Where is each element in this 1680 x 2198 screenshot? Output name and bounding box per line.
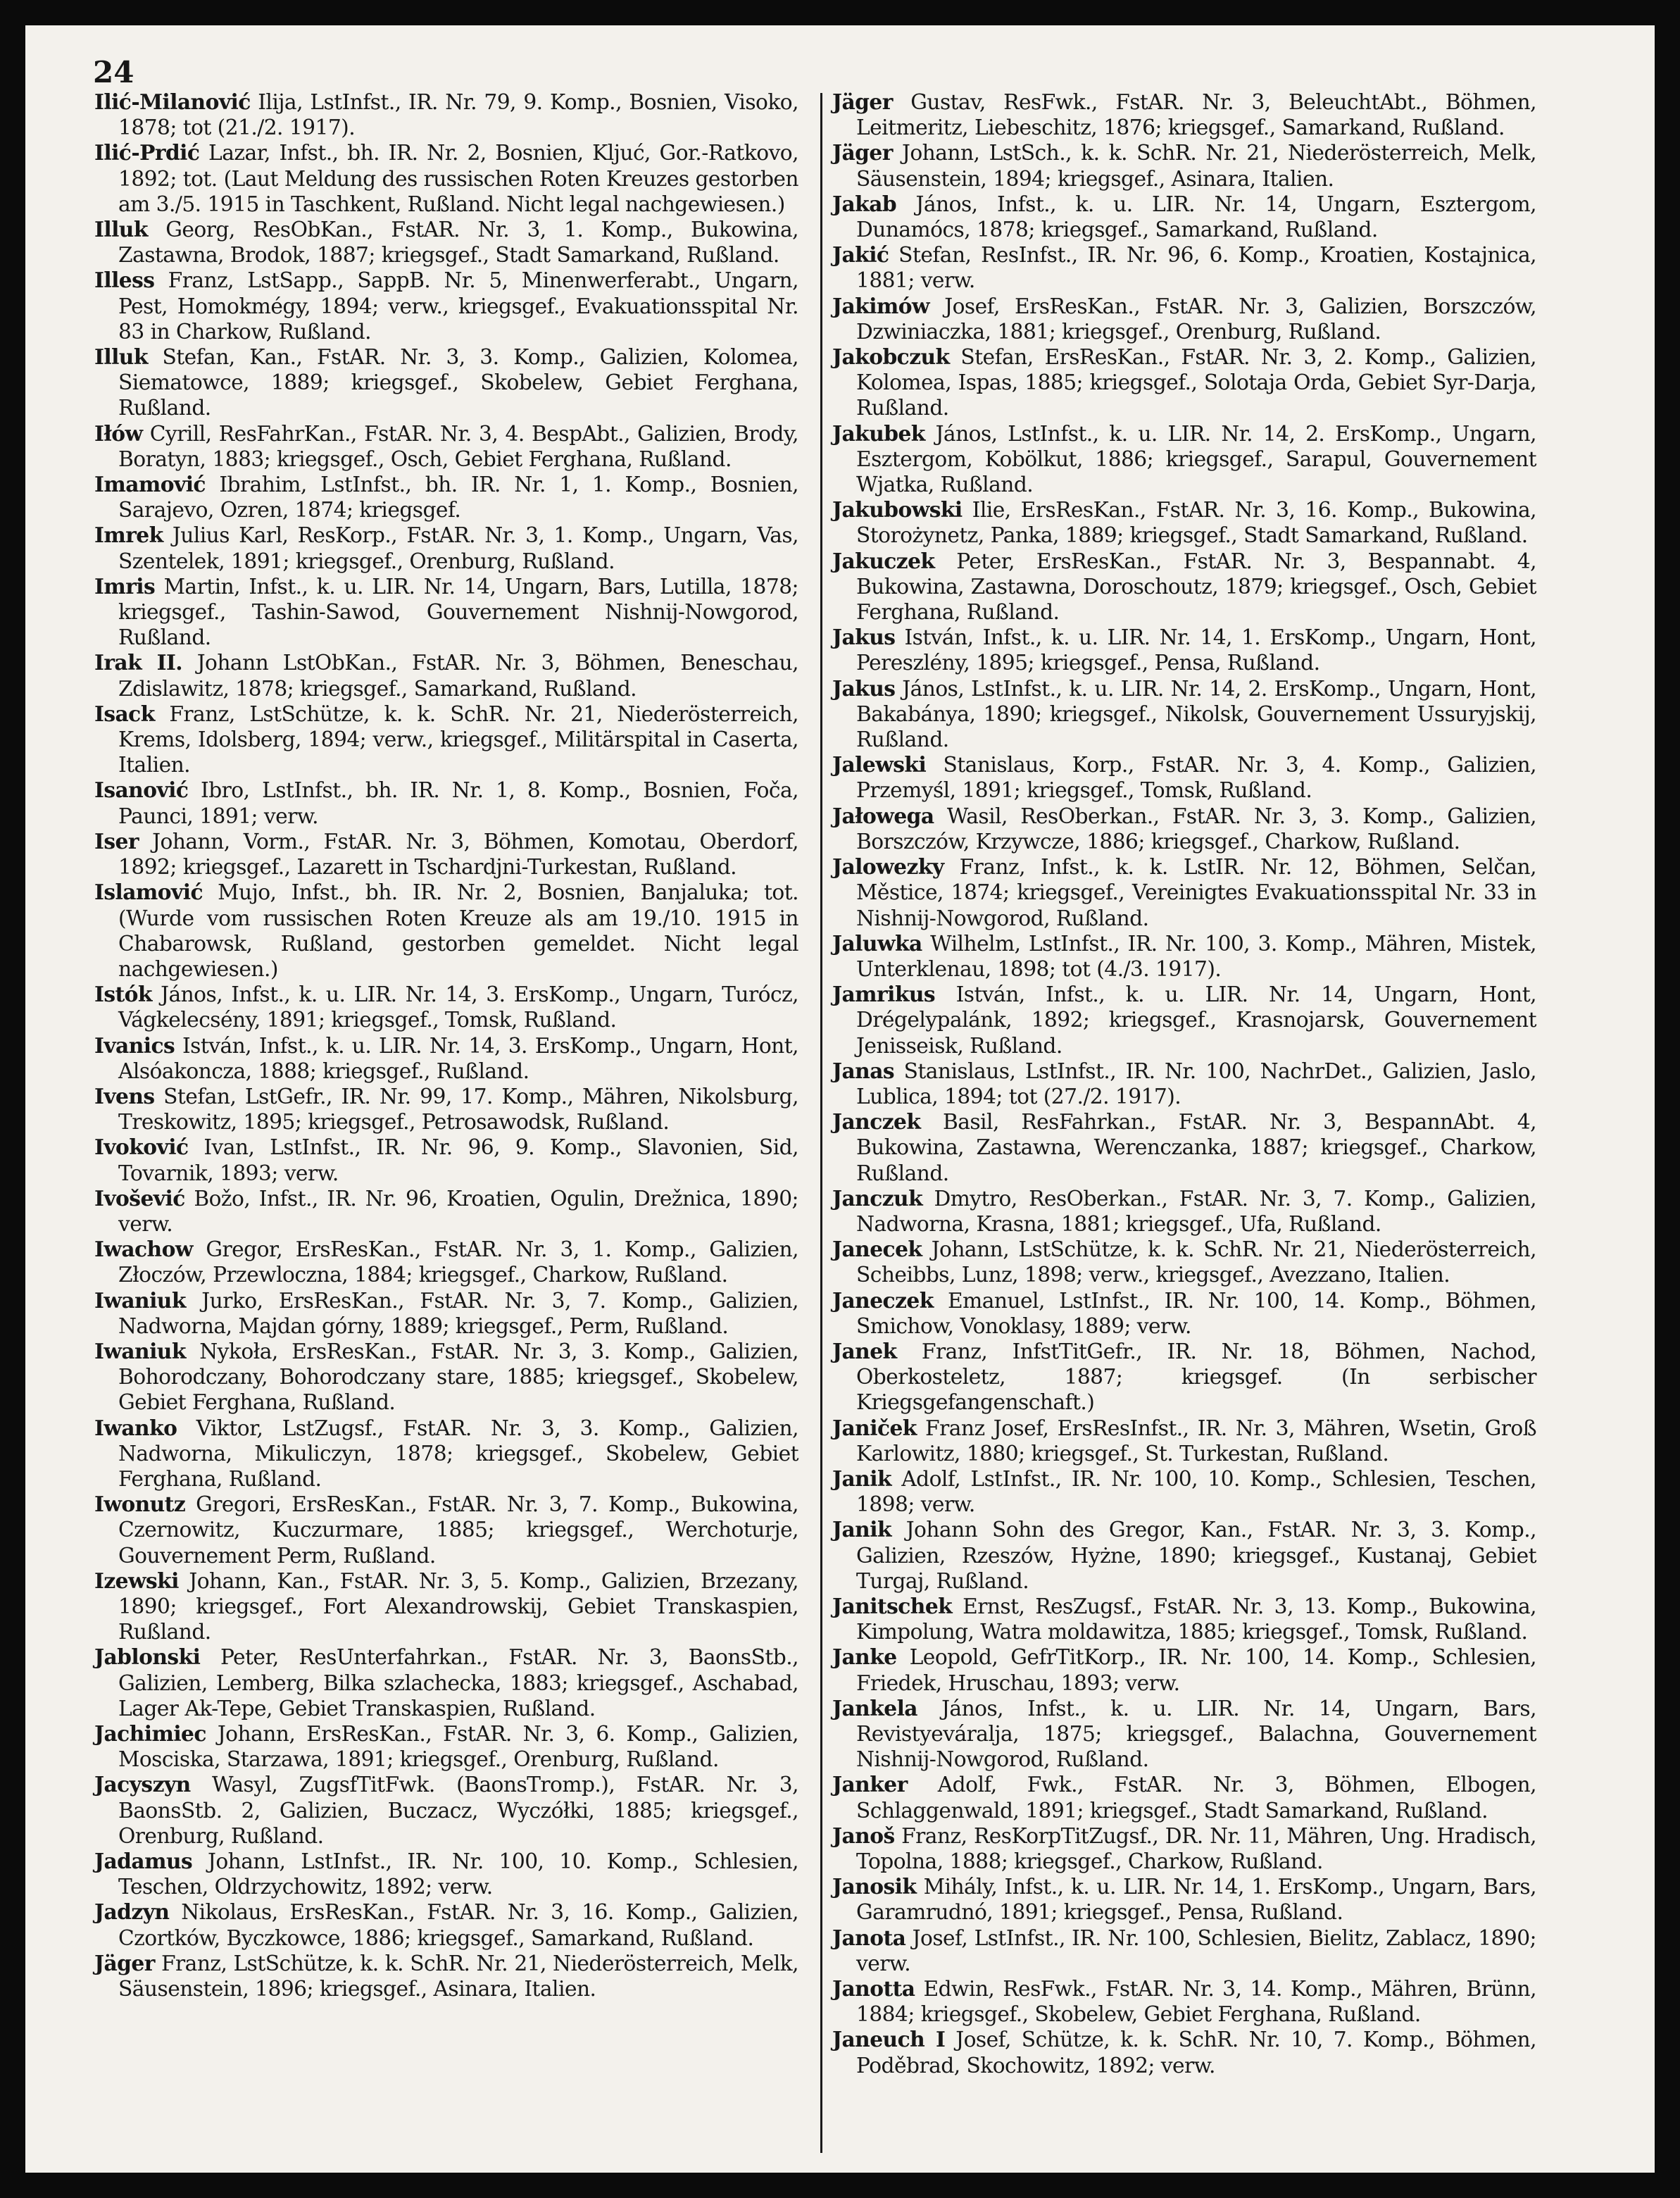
register-entry xyxy=(94,473,798,523)
entry-surname: Jakus xyxy=(832,625,896,651)
entry-surname: Janeczek xyxy=(832,1288,934,1313)
register-entry xyxy=(94,880,798,982)
entry-surname: Janota xyxy=(832,1925,906,1951)
entry-details: Viktor, LstZugsf., FstAR. Nr. 3, 3. Komp., Galizien, Nadworna, Mikuliczyn, 1878; kriegsgef., Skobelew, Gebiet Ferghana, Rußland. xyxy=(118,1416,798,1492)
entry-details: István, Infst., k. u. LIR. Nr. 14, 3. ErsKomp., Ungarn, Hont, Alsóakoncza, 1888; kriegsgef., Rußland. xyxy=(118,1033,798,1084)
register-entry xyxy=(832,1187,1536,1237)
entry-details: Johann LstObKan., FstAR. Nr. 3, Böhmen, Beneschau, Zdislawitz, 1878; kriegsgef., Samarkand, Rußland. xyxy=(118,651,799,701)
register-entry xyxy=(94,1952,798,2002)
register-entry xyxy=(832,192,1536,243)
register-entry xyxy=(94,1237,798,1288)
register-entry xyxy=(832,549,1536,626)
register-entry xyxy=(832,1697,1536,1773)
entry-details: Josef, LstInfst., IR. Nr. 100, Schlesien, Bielitz, Zablacz, 1890; verw. xyxy=(856,1925,1537,1976)
register-entry xyxy=(832,498,1536,549)
entry-surname: Janeuch I xyxy=(832,2028,946,2053)
entry-details: Božo, Infst., IR. Nr. 96, Kroatien, Ogulin, Drežnica, 1890; verw. xyxy=(118,1186,798,1237)
entry-details: Josef, ErsResKan., FstAR. Nr. 3, Galizien, Borszczów, Dzwiniaczka, 1881; kriegsgef., Orenburg, Rußland. xyxy=(856,294,1536,344)
entry-surname: Jakuczek xyxy=(832,549,935,574)
entry-surname: Imrek xyxy=(94,523,163,549)
entry-surname: Isack xyxy=(94,701,155,727)
register-entry xyxy=(94,1900,798,1951)
entry-details: Gregori, ErsResKan., FstAR. Nr. 3, 7. Komp., Bukowina, Czernowitz, Kuczurmare, 1885; kriegsgef., Werchoturje, Gouvernement Perm, Rußland. xyxy=(118,1492,798,1568)
column-divider xyxy=(820,93,822,2153)
register-entry xyxy=(94,218,798,268)
entry-details: Wasil, ResOberkan., FstAR. Nr. 3, 3. Komp., Galizien, Borszczów, Krzywcze, 1886; kriegsgef., Charkow, Rußland. xyxy=(856,804,1537,854)
register-entry xyxy=(832,932,1536,982)
register-entry xyxy=(832,1594,1536,1645)
entry-surname: Illuk xyxy=(94,218,148,243)
entry-details: János, LstInfst., k. u. LIR. Nr. 14, 2. ErsKomp., Ungarn, Hont, Bakabánya, 1890; kriegsgef., Nikolsk, Gouvernement Ussuryjskij, Rußland. xyxy=(856,676,1536,753)
register-entry xyxy=(94,1289,798,1340)
register-entry xyxy=(94,1416,798,1493)
entry-details: Franz, LstSchütze, k. k. SchR. Nr. 21, Niederösterreich, Krems, Idolsberg, 1894; verw., kriegsgef., Militärspital in Caserta, Italien. xyxy=(118,701,799,778)
register-entry xyxy=(832,2028,1536,2078)
entry-details: Franz, ResKorpTitZugsf., DR. Nr. 11, Mähren, Ung. Hradisch, Topolna, 1888; kriegsgef., Charkow, Rußland. xyxy=(856,1823,1536,1875)
entry-surname: Jablonski xyxy=(94,1645,201,1671)
entry-surname: Ilić-Prdić xyxy=(94,141,200,166)
register-entry xyxy=(832,1340,1536,1416)
entry-details: Adolf, LstInfst., IR. Nr. 100, 10. Komp., Schlesien, Teschen, 1898; verw. xyxy=(856,1466,1536,1518)
entry-surname: Imamović xyxy=(94,473,206,498)
entry-details: Mujo, Infst., bh. IR. Nr. 2, Bosnien, Banjaluka; tot. (Wurde vom russischen Roten Kreuze als am 19./10. 1915 in Chabarowsk, Rußland, gestorben gemeldet. Nicht legal nachgewiesen.) xyxy=(118,880,799,982)
register-entry xyxy=(832,625,1536,676)
entry-surname: Jadamus xyxy=(94,1849,193,1875)
entry-details: Franz, Infst., k. k. LstIR. Nr. 12, Böhmen, Selčan, Městice, 1874; kriegsgef., Vereinigtes Evakuationsspital Nr. 33 in Nishnij-Nowgorod, Rußland. xyxy=(856,855,1536,931)
entry-details: Wilhelm, LstInfst., IR. Nr. 100, 3. Komp., Mähren, Mistek, Unterklenau, 1898; tot (4./3. 1917). xyxy=(856,931,1536,982)
entry-surname: Iwonutz xyxy=(94,1492,186,1518)
entry-details: István, Infst., k. u. LIR. Nr. 14, 1. ErsKomp., Ungarn, Hont, Pereszlény, 1895; kriegsgef., Pensa, Rußland. xyxy=(856,625,1537,676)
right-column xyxy=(832,90,1536,2079)
entry-surname: Isanović xyxy=(94,778,189,804)
entry-surname: Izewski xyxy=(94,1568,179,1594)
entry-surname: Jacyszyn xyxy=(94,1773,191,1798)
entry-details: Johann, Vorm., FstAR. Nr. 3, Böhmen, Komotau, Oberdorf, 1892; kriegsgef., Lazarett in Tschardjni-Turkestan, Rußland. xyxy=(118,829,799,880)
entry-surname: Ivoković xyxy=(94,1135,189,1161)
register-entry xyxy=(94,1187,798,1237)
register-entry xyxy=(832,90,1536,141)
register-entry xyxy=(94,702,798,779)
register-entry xyxy=(94,345,798,422)
entry-details: Georg, ResObKan., FstAR. Nr. 3, 1. Komp., Bukowina, Zastawna, Brodok, 1887; kriegsgef., Stadt Samarkand, Rußland. xyxy=(118,218,798,268)
entry-surname: Jakab xyxy=(832,192,897,217)
entry-details: Stefan, Kan., FstAR. Nr. 3, 3. Komp., Galizien, Kolomea, Siematowce, 1889; kriegsgef., Skobelew, Gebiet Ferghana, Rußland. xyxy=(118,345,798,421)
register-entry xyxy=(832,422,1536,499)
register-entry xyxy=(94,575,798,651)
register-entry xyxy=(832,345,1536,422)
entry-details: Franz, LstSapp., SappB. Nr. 5, Minenwerferabt., Ungarn, Pest, Homokmégy, 1894; verw., kriegsgef., Evakuationsspital Nr. 83 in Charkow, Rußland. xyxy=(118,268,798,344)
entry-surname: Janek xyxy=(832,1339,897,1364)
register-entry xyxy=(94,651,798,701)
entry-surname: Janas xyxy=(832,1059,895,1084)
entry-details: Gustav, ResFwk., FstAR. Nr. 3, BeleuchtAbt., Böhmen, Leitmeritz, Liebeschitz, 1876; kriegsgef., Samarkand, Rußland. xyxy=(856,90,1536,141)
entry-details: János, LstInfst., k. u. LIR. Nr. 14, 2. ErsKomp., Ungarn, Esztergom, Kobölkut, 1886; kriegsgef., Sarapul, Gouvernement Wjatka, Rußland. xyxy=(856,421,1536,498)
register-entry xyxy=(832,1237,1536,1288)
entry-surname: Janosik xyxy=(832,1875,917,1900)
register-entry xyxy=(94,523,798,574)
register-entry xyxy=(94,1722,798,1773)
register-entry xyxy=(832,677,1536,754)
entry-details: Ibro, LstInfst., bh. IR. Nr. 1, 8. Komp., Bosnien, Foča, Paunci, 1891; verw. xyxy=(118,778,799,829)
entry-details: Stefan, ErsResKan., FstAR. Nr. 3, 2. Komp., Galizien, Kolomea, Ispas, 1885; kriegsgef., Solotaja Orda, Gebiet Syr-Darja, Rußland. xyxy=(856,345,1536,421)
entry-details: Nykoła, ErsResKan., FstAR. Nr. 3, 3. Komp., Galizien, Bohorodczany, Bohorodczany stare, 1885; kriegsgef., Skobelew, Gebiet Ferghana, Rußland. xyxy=(118,1339,799,1416)
entry-surname: Ilić-Milanović xyxy=(94,90,251,115)
entry-surname: Jakubek xyxy=(832,421,925,447)
entry-details: Stefan, ResInfst., IR. Nr. 96, 6. Komp., Kroatien, Kostajnica, 1881; verw. xyxy=(856,243,1536,294)
register-entry xyxy=(94,1492,798,1569)
entry-surname: Imris xyxy=(94,574,156,599)
entry-surname: Jankela xyxy=(832,1696,917,1721)
entry-surname: Janitschek xyxy=(832,1594,953,1619)
entry-details: Emanuel, LstInfst., IR. Nr. 100, 14. Komp., Böhmen, Smichow, Vonoklasy, 1889; verw. xyxy=(856,1288,1536,1339)
entry-details: János, Infst., k. u. LIR. Nr. 14, Ungarn, Esztergom, Dunamócs, 1878; kriegsgef., Samarkand, Rußland. xyxy=(856,192,1536,243)
entry-details: Peter, ErsResKan., FstAR. Nr. 3, Bespannabt. 4, Bukowina, Zastawna, Doroschoutz, 1879; kriegsgef., Osch, Gebiet Ferghana, Rußland. xyxy=(856,549,1537,625)
register-entry xyxy=(94,1034,798,1085)
register-entry xyxy=(832,1926,1536,1977)
left-column xyxy=(94,90,798,2002)
entry-surname: Ivanics xyxy=(94,1033,175,1059)
register-entry xyxy=(832,804,1536,855)
entry-details: Julius Karl, ResKorp., FstAR. Nr. 3, 1. Komp., Ungarn, Vas, Szentelek, 1891; kriegsgef., Orenburg, Rußland. xyxy=(118,523,799,574)
register-entry xyxy=(94,1569,798,1646)
register-entry xyxy=(94,141,798,218)
entry-surname: Janczuk xyxy=(832,1186,923,1211)
entry-details: Ivan, LstInfst., IR. Nr. 96, 9. Komp., Slavonien, Sid, Tovarnik, 1893; verw. xyxy=(118,1135,798,1186)
entry-surname: Jakubowski xyxy=(832,498,963,523)
entry-surname: Irak II. xyxy=(94,651,183,676)
entry-details: Martin, Infst., k. u. LIR. Nr. 14, Ungarn, Bars, Lutilla, 1878; kriegsgef., Tashin-Sawod, Gouvernement Nishnij-Nowgorod, Rußland. xyxy=(118,574,799,651)
register-entry xyxy=(94,830,798,880)
entry-surname: Iser xyxy=(94,829,139,854)
register-entry xyxy=(832,243,1536,294)
entry-surname: Iwanko xyxy=(94,1416,177,1441)
register-entry xyxy=(832,1824,1536,1875)
entry-details: Ernst, ResZugsf., FstAR. Nr. 3, 13. Komp., Bukowina, Kimpolung, Watra moldawitza, 1885; kriegsgef., Tomsk, Rußland. xyxy=(856,1594,1537,1645)
entry-surname: Janiček xyxy=(832,1416,917,1441)
entry-surname: Janecek xyxy=(832,1237,922,1263)
register-entry xyxy=(832,855,1536,932)
entry-surname: Janik xyxy=(832,1518,891,1543)
entry-details: Franz, LstSchütze, k. k. SchR. Nr. 21, Niederösterreich, Melk, Säusenstein, 1896; kriegsgef., Asinara, Italien. xyxy=(118,1951,798,2002)
entry-details: Johann, Kan., FstAR. Nr. 3, 5. Komp., Galizien, Brzezany, 1890; kriegsgef., Fort Alexandrowskij, Gebiet Transkaspien, Rußland. xyxy=(118,1568,798,1645)
register-entry xyxy=(832,1289,1536,1340)
register-entry xyxy=(94,1773,798,1849)
entry-details: Basil, ResFahrkan., FstAR. Nr. 3, BespannAbt. 4, Bukowina, Zastawna, Werenczanka, 1887; kriegsgef., Charkow, Rußland. xyxy=(856,1110,1536,1186)
register-entry xyxy=(94,422,798,473)
entry-surname: Jakimów xyxy=(832,294,930,319)
entry-details: János, Infst., k. u. LIR. Nr. 14, 3. ErsKomp., Ungarn, Turócz, Vágkelecsény, 1891; kriegsgef., Tomsk, Rußland. xyxy=(118,982,799,1033)
entry-surname: Janker xyxy=(832,1773,908,1798)
entry-surname: Jäger xyxy=(832,141,893,166)
entry-details: Stanislaus, LstInfst., IR. Nr. 100, NachrDet., Galizien, Jaslo, Lublica, 1894; tot (27./2. 1917). xyxy=(856,1059,1536,1109)
register-entry xyxy=(94,1340,798,1416)
entry-details: Adolf, Fwk., FstAR. Nr. 3, Böhmen, Elbogen, Schlaggenwald, 1891; kriegsgef., Stadt Samarkand, Rußland. xyxy=(856,1773,1536,1823)
entry-surname: Jalewski xyxy=(832,753,927,778)
register-entry xyxy=(94,90,798,141)
entry-surname: Istók xyxy=(94,982,152,1008)
register-entry xyxy=(832,1875,1536,1925)
entry-surname: Jakić xyxy=(832,243,889,268)
register-entry xyxy=(832,1518,1536,1594)
entry-details: Josef, Schütze, k. k. SchR. Nr. 10, 7. Komp., Böhmen, Poděbrad, Skochowitz, 1892; verw. xyxy=(856,2028,1536,2078)
entry-details: Stefan, LstGefr., IR. Nr. 99, 17. Komp., Mähren, Nikolsburg, Treskowitz, 1895; kriegsgef., Petrosawodsk, Rußland. xyxy=(118,1084,798,1135)
entry-details: János, Infst., k. u. LIR. Nr. 14, Ungarn, Bars, Revistyeváralja, 1875; kriegsgef., Balachna, Gouvernement Nishnij-Nowgorod, Rußland. xyxy=(856,1696,1536,1773)
register-entry xyxy=(832,1059,1536,1110)
entry-details: Johann, LstSchütze, k. k. SchR. Nr. 21, Niederösterreich, Scheibbs, Lunz, 1898; verw., kriegsgef., Avezzano, Italien. xyxy=(856,1237,1537,1288)
entry-details: Stanislaus, Korp., FstAR. Nr. 3, 4. Komp., Galizien, Przemyśl, 1891; kriegsgef., Tomsk, Rußland. xyxy=(856,753,1536,804)
register-entry xyxy=(832,1773,1536,1823)
entry-surname: Jalowezky xyxy=(832,855,944,880)
entry-details: Peter, ResUnterfahrkan., FstAR. Nr. 3, BaonsStb., Galizien, Lemberg, Bilka szlachecka, 1883; kriegsgef., Aschabad, Lager Ak-Tepe, Gebiet Transkaspien, Rußland. xyxy=(118,1645,799,1721)
register-entry xyxy=(832,294,1536,345)
entry-details: Ilie, ErsResKan., FstAR. Nr. 3, 16. Komp., Bukowina, Storożynetz, Panka, 1889; kriegsgef., Stadt Samarkand, Rußland. xyxy=(856,498,1536,549)
entry-surname: Iłów xyxy=(94,421,143,447)
entry-surname: Jakobczuk xyxy=(832,345,950,370)
entry-surname: Janke xyxy=(832,1645,897,1671)
register-entry xyxy=(94,1135,798,1186)
entry-details: Wasyl, ZugsfTitFwk. (BaonsTromp.), FstAR. Nr. 3, BaonsStb. 2, Galizien, Buczacz, Wyczółki, 1885; kriegsgef., Orenburg, Rußland. xyxy=(118,1773,798,1849)
register-entry xyxy=(832,753,1536,804)
entry-details: Mihály, Infst., k. u. LIR. Nr. 14, 1. ErsKomp., Ungarn, Bars, Garamrudnó, 1891; kriegsgef., Pensa, Rußland. xyxy=(856,1875,1537,1925)
entry-details: Johann, LstSch., k. k. SchR. Nr. 21, Niederösterreich, Melk, Säusenstein, 1894; kriegsgef., Asinara, Italien. xyxy=(856,141,1536,192)
entry-details: Lazar, Infst., bh. IR. Nr. 2, Bosnien, Kljuć, Gor.-Ratkovo, 1892; tot. (Laut Meldung des russischen Roten Kreuzes gestorben am 3./5. 1915 in Taschkent, Rußland. Nicht legal nachgewiesen.) xyxy=(118,141,798,217)
entry-surname: Jadzyn xyxy=(94,1900,170,1925)
entry-surname: Islamović xyxy=(94,880,203,906)
page-number: 24 xyxy=(93,55,134,89)
entry-details: István, Infst., k. u. LIR. Nr. 14, Ungarn, Hont, Drégelypalánk, 1892; kriegsgef., Krasnojarsk, Gouvernement Jenisseisk, Rußland. xyxy=(856,982,1536,1059)
entry-surname: Janoš xyxy=(832,1823,895,1849)
register-entry xyxy=(94,1849,798,1900)
entry-surname: Iwaniuk xyxy=(94,1288,186,1313)
entry-surname: Illuk xyxy=(94,345,148,370)
entry-details: Cyrill, ResFahrKan., FstAR. Nr. 3, 4. BespAbt., Galizien, Brody, Boratyn, 1883; kriegsgef., Osch, Gebiet Ferghana, Rußland. xyxy=(118,421,799,472)
entry-surname: Jachimiec xyxy=(94,1722,206,1747)
document-page xyxy=(25,25,1655,2173)
entry-surname: Iwaniuk xyxy=(94,1339,186,1364)
register-entry xyxy=(94,982,798,1033)
entry-details: Leopold, GefrTitKorp., IR. Nr. 100, 14. Komp., Schlesien, Friedek, Hruschau, 1893; verw. xyxy=(856,1645,1536,1696)
register-entry xyxy=(832,1977,1536,2028)
entry-details: Franz Josef, ErsResInfst., IR. Nr. 3, Mähren, Wsetin, Groß Karlowitz, 1880; kriegsgef., St. Turkestan, Rußland. xyxy=(856,1416,1537,1466)
entry-details: Gregor, ErsResKan., FstAR. Nr. 3, 1. Komp., Galizien, Złoczów, Przewloczna, 1884; kriegsgef., Charkow, Rußland. xyxy=(118,1237,799,1288)
entry-surname: Janotta xyxy=(832,1977,915,2002)
register-entry xyxy=(832,1645,1536,1696)
entry-surname: Ivošević xyxy=(94,1186,185,1211)
register-entry xyxy=(832,1110,1536,1187)
entry-details: Johann Sohn des Gregor, Kan., FstAR. Nr. 3, 3. Komp., Galizien, Rzeszów, Hyżne, 1890; kriegsgef., Kustanaj, Gebiet Turgaj, Rußland. xyxy=(856,1518,1537,1594)
register-entry xyxy=(94,1645,798,1722)
entry-details: Dmytro, ResOberkan., FstAR. Nr. 3, 7. Komp., Galizien, Nadworna, Krasna, 1881; kriegsgef., Ufa, Rußland. xyxy=(856,1186,1537,1237)
entry-details: Johann, LstInfst., IR. Nr. 100, 10. Komp., Schlesien, Teschen, Oldrzychowitz, 1892; verw. xyxy=(118,1849,798,1900)
entry-details: Nikolaus, ErsResKan., FstAR. Nr. 3, 16. Komp., Galizien, Czortków, Byczkowce, 1886; kriegsgef., Samarkand, Rußland. xyxy=(118,1900,798,1951)
entry-surname: Iwachow xyxy=(94,1237,193,1263)
register-entry xyxy=(832,141,1536,192)
entry-surname: Jałowega xyxy=(832,804,934,829)
register-entry xyxy=(832,1467,1536,1518)
entry-details: Edwin, ResFwk., FstAR. Nr. 3, 14. Komp., Mähren, Brünn, 1884; kriegsgef., Skobelew, Gebiet Ferghana, Rußland. xyxy=(856,1977,1536,2028)
register-entry xyxy=(832,1416,1536,1467)
register-entry xyxy=(94,268,798,345)
register-entry xyxy=(94,778,798,829)
entry-details: Johann, ErsResKan., FstAR. Nr. 3, 6. Komp., Galizien, Mosciska, Starzawa, 1891; kriegsgef., Orenburg, Rußland. xyxy=(118,1722,798,1773)
entry-details: Franz, InfstTitGefr., IR. Nr. 18, Böhmen, Nachod, Oberkosteletz, 1887; kriegsgef. (In serbischer Kriegsgefangenschaft.) xyxy=(856,1339,1536,1416)
register-entry xyxy=(94,1085,798,1135)
entry-surname: Jäger xyxy=(832,90,893,115)
entry-surname: Jaluwka xyxy=(832,931,922,956)
entry-details: Ilija, LstInfst., IR. Nr. 79, 9. Komp., Bosnien, Visoko, 1878; tot (21./2. 1917). xyxy=(118,90,798,141)
entry-surname: Jamrikus xyxy=(832,982,936,1008)
register-entry xyxy=(832,982,1536,1059)
entry-details: Ibrahim, LstInfst., bh. IR. Nr. 1, 1. Komp., Bosnien, Sarajevo, Ozren, 1874; kriegsgef. xyxy=(118,473,798,523)
entry-surname: Janik xyxy=(832,1466,891,1492)
entry-details: Jurko, ErsResKan., FstAR. Nr. 3, 7. Komp., Galizien, Nadworna, Majdan górny, 1889; kriegsgef., Perm, Rußland. xyxy=(118,1288,799,1339)
entry-surname: Janczek xyxy=(832,1110,921,1135)
entry-surname: Ivens xyxy=(94,1084,155,1109)
entry-surname: Jakus xyxy=(832,676,896,701)
entry-surname: Illess xyxy=(94,268,155,294)
entry-surname: Jäger xyxy=(94,1951,155,1976)
